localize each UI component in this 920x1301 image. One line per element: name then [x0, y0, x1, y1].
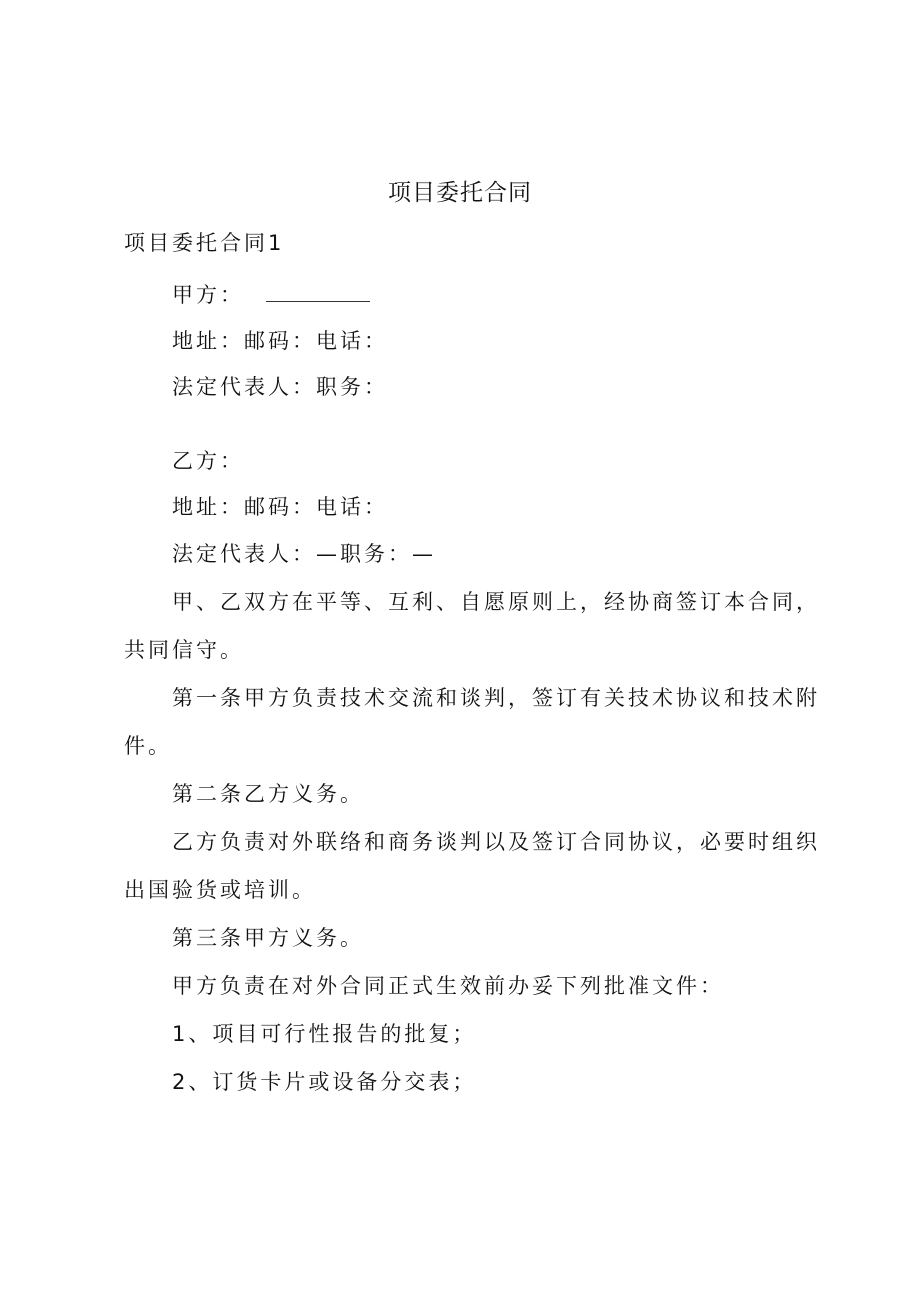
article-2-heading: 第二条乙方义务。	[172, 782, 364, 806]
document-title: 项目委托合同	[388, 180, 532, 206]
party-a-label: 甲方：	[172, 283, 244, 307]
article-3-body: 甲方负责在对外合同正式生效前办妥下列批准文件：	[172, 974, 724, 998]
intro-paragraph-line-2: 共同信守。	[124, 638, 244, 662]
party-a-address-line: 地址：邮码：电话：	[172, 329, 388, 353]
party-b-address-line: 地址：邮码：电话：	[172, 495, 388, 519]
list-item-1: 1、项目可行性报告的批复；	[172, 1022, 477, 1046]
article-3-heading: 第三条甲方义务。	[172, 926, 364, 950]
party-a-blank-field	[266, 281, 370, 302]
article-1-line-2: 件。	[124, 734, 172, 758]
contract-subtitle: 项目委托合同1	[124, 231, 285, 255]
list-item-2: 2、订货卡片或设备分交表；	[172, 1070, 477, 1094]
article-2-body-line-1: 乙方负责对外联络和商务谈判以及签订合同协议，必要时组织	[172, 830, 820, 854]
party-b-label: 乙方：	[172, 449, 244, 473]
party-b-representative-line: 法定代表人：—职务：—	[172, 542, 436, 566]
article-1-line-1: 第一条甲方负责技术交流和谈判，签订有关技术协议和技术附	[172, 686, 820, 710]
party-a-line	[172, 280, 370, 310]
article-2-body-line-2: 出国验货或培训。	[124, 878, 316, 902]
intro-paragraph-line-1: 甲、乙双方在平等、互利、自愿原则上，经协商签订本合同，	[172, 590, 820, 614]
party-a-representative-line: 法定代表人：职务：	[172, 375, 388, 399]
